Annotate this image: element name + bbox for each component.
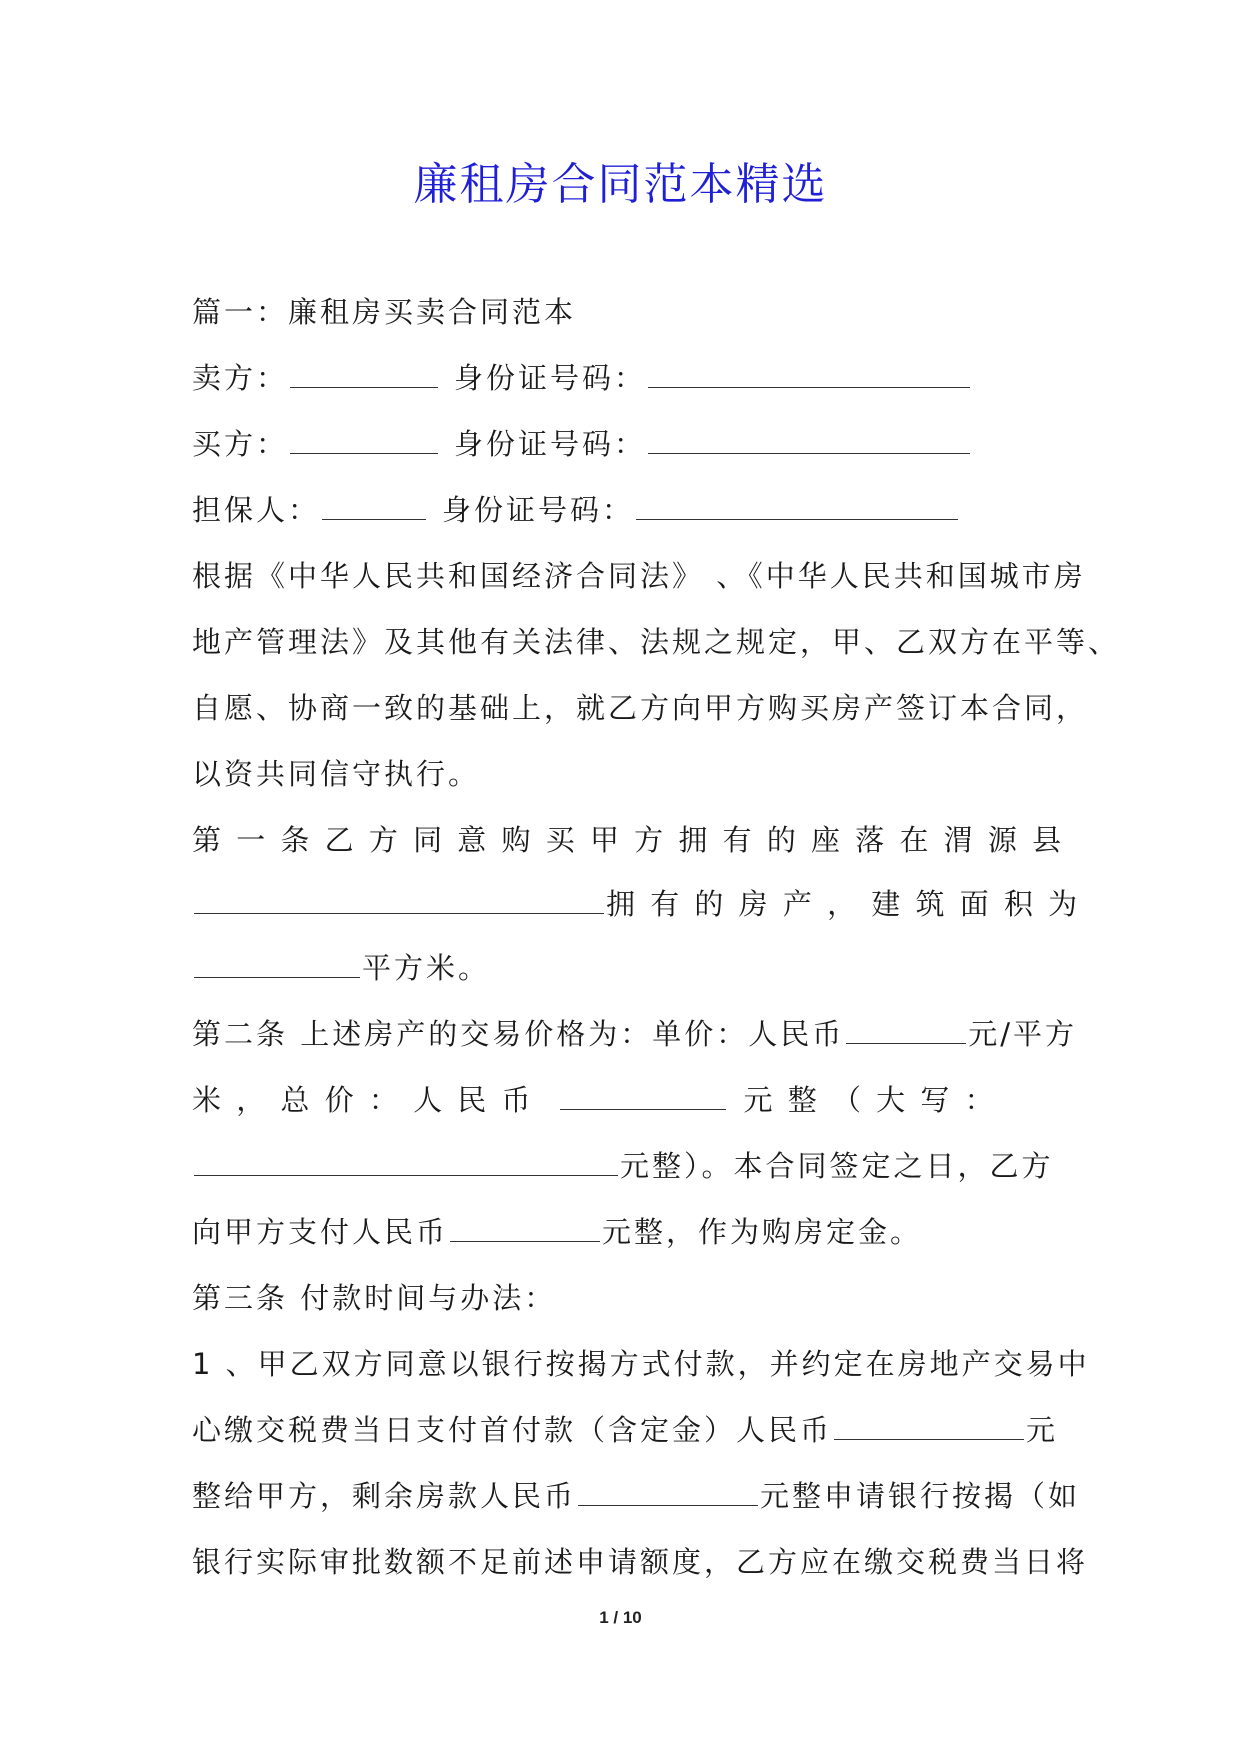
seller-line bbox=[192, 358, 972, 398]
total-price-uppercase-blank bbox=[194, 1149, 618, 1176]
article-3-line: 1 、甲乙双方同意以银行按揭方式付款，并约定在房地产交易中 bbox=[192, 1347, 1090, 1381]
area-blank bbox=[194, 951, 360, 978]
unit-price-blank bbox=[846, 1017, 966, 1044]
article-1-line: 平方米。 bbox=[192, 948, 490, 988]
article-1-line: 拥 有 的 房 产 ， 建 筑 面 积 为 bbox=[192, 884, 1080, 924]
article-2-line: 向甲方支付人民币 元整，作为购房定金。 bbox=[192, 1215, 923, 1249]
page-number: 1 / 10 bbox=[599, 1608, 642, 1627]
remaining-payment-blank bbox=[578, 1479, 758, 1506]
article-3-line: 银行实际审批数额不足前述申请额度，乙方应在缴交税费当日将 bbox=[192, 1545, 1089, 1579]
buyer-label: 买方： bbox=[192, 427, 289, 461]
seller-label: 卖方： bbox=[192, 361, 289, 395]
article-2-line: 元整）。本合同签定之日，乙方 bbox=[192, 1146, 1054, 1186]
guarantor-id-blank bbox=[636, 493, 958, 520]
article-3-heading: 第三条 付款时间与办法： bbox=[192, 1281, 557, 1315]
article-3-line: 整给甲方，剩余房款人民币 元整申请银行按揭（如 bbox=[192, 1479, 1081, 1513]
paragraph-line: 地产管理法》及其他有关法律、法规之规定，甲、乙双方在平等、 bbox=[192, 625, 1121, 659]
seller-id-blank bbox=[648, 361, 970, 388]
paragraph-line: 根据《中华人民共和国经济合同法》 、《中华人民共和国城市房 bbox=[192, 559, 1086, 593]
article-2-line: 第二条 上述房产的交易价格为：单价：人民币 元/平方 bbox=[192, 1017, 1078, 1051]
deposit-blank bbox=[450, 1215, 600, 1242]
seller-name-blank bbox=[290, 361, 438, 388]
article-3-line: 心缴交税费当日支付首付款（含定金）人民币 元 bbox=[192, 1413, 1059, 1447]
buyer-id-label: 身份证号码： bbox=[454, 427, 647, 461]
guarantor-line bbox=[192, 490, 960, 530]
guarantor-id-label: 身份证号码： bbox=[442, 493, 635, 527]
article-1-line: 第 一 条 乙 方 同 意 购 买 甲 方 拥 有 的 座 落 在 渭 源 县 bbox=[192, 823, 1065, 857]
buyer-line bbox=[192, 424, 972, 464]
down-payment-blank bbox=[834, 1413, 1024, 1440]
seller-id-label: 身份证号码： bbox=[454, 361, 647, 395]
paragraph-line: 自愿、协商一致的基础上，就乙方向甲方购买房产签订本合同， bbox=[192, 691, 1089, 725]
section-heading: 篇一：廉租房买卖合同范本 bbox=[192, 295, 577, 329]
total-price-blank bbox=[560, 1083, 726, 1110]
guarantor-name-blank bbox=[322, 493, 426, 520]
location-blank bbox=[194, 887, 604, 914]
article-2-line: 米 ， 总 价 ： 人 民 币 元 整 （ 大 写 ： bbox=[192, 1083, 997, 1117]
document-title: 廉租房合同范本精选 bbox=[413, 159, 828, 210]
buyer-name-blank bbox=[290, 427, 438, 454]
paragraph-line: 以资共同信守执行。 bbox=[192, 757, 481, 791]
buyer-id-blank bbox=[648, 427, 970, 454]
guarantor-label: 担保人： bbox=[192, 493, 321, 527]
